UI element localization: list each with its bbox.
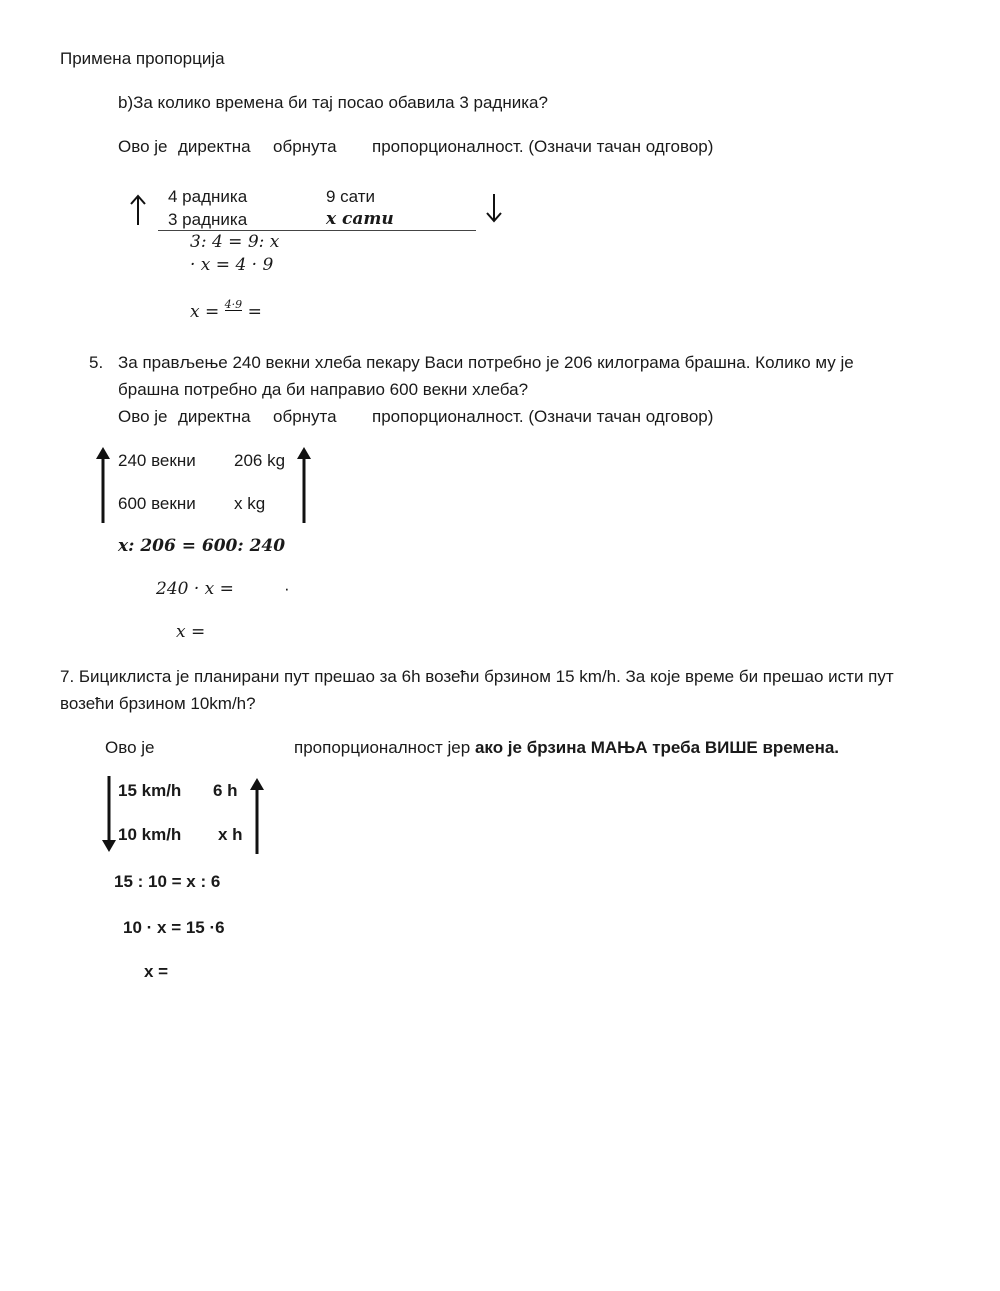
q5-text-line2: брашна потребно да би направио 600 векни хлеба? [118,380,529,399]
q5-choice-suffix: пропорционалност. (Означи тачан одговор) [372,407,714,426]
q7-row2-speed: 10 km/h [118,825,182,844]
q4b-eq3-fraction: 4·9 [224,297,243,311]
q7-text-line2: возећи брзином 10km/h? [60,694,256,713]
q5-equation-2-dot: · [284,579,290,598]
q5-equation-2: 240 · x = [156,579,234,599]
q4b-equation-3 [190,297,262,322]
q4b-question: b)За колико времена би тај посао обавила 3 радника? [118,93,548,112]
q7-row1-speed: 15 km/h [118,781,182,800]
q7-text-line1: 7. Бициклиста је планирани пут прешао за 6h возећи брзином 15 km/h. За које време би прешао исти пут [60,667,894,686]
q4b-equation-2: · x = 4 · 9 [190,255,274,275]
q5-option-direct[interactable]: директна [178,407,251,426]
q4b-equation-1: 3: 4 = 9: x [190,232,280,252]
q5-row2-loaves: 600 векни [118,494,196,513]
arrow-up-icon [295,445,313,525]
q5-equation-3: x = [176,622,206,642]
arrow-down-icon [484,192,504,224]
q5-row1-loaves: 240 векни [118,451,196,470]
q4b-row1-hours: 9 сати [326,187,376,206]
q5-number: 5. [89,353,104,372]
arrow-up-icon [94,445,112,525]
q4b-row2-hours: x сати [326,209,394,229]
q4b-option-direct[interactable]: директна [178,137,251,156]
q4b-choice-suffix: пропорционалност. (Означи тачан одговор) [372,137,714,156]
page-title: Примена пропорција [60,49,225,68]
q7-row1-time: 6 h [213,781,238,800]
q5-text-line1: За прављење 240 векни хлеба пекару Васи потребно је 206 килограма брашна. Колико му је [118,353,854,372]
q4b-eq3-left: x = [190,302,220,322]
q5-option-inverse[interactable]: обрнута [273,407,337,426]
arrow-down-icon [100,774,118,854]
q7-choice-reason: ако је брзина МАЊА треба ВИШЕ времена. [474,738,840,757]
q7-choice-mid-text: пропорционалност јер [294,738,471,757]
q5-row2-flour: x kg [234,494,266,513]
arrow-up-icon [128,193,148,227]
divider-line [158,230,476,231]
q7-choice-mid [294,739,839,756]
q4b-row2-workers: 3 радника [168,210,248,229]
q7-equation-1: 15 : 10 = x : 6 [114,872,221,891]
q7-row2-time: x h [218,825,243,844]
q7-equation-2: 10 · x = 15 ·6 [123,918,225,937]
q5-row1-flour: 206 kg [234,451,286,470]
q7-choice-prefix: Ово је [105,738,155,757]
arrow-up-icon [248,776,266,856]
q4b-choice-prefix: Ово је [118,137,168,156]
q4b-row1-workers: 4 радника [168,187,248,206]
q7-equation-3: x = [144,962,169,981]
q5-equation-1: x: 206 = 600: 240 [118,536,286,556]
q4b-option-inverse[interactable]: обрнута [273,137,337,156]
q4b-eq3-right: = [247,302,262,322]
q5-choice-prefix: Ово је [118,407,168,426]
